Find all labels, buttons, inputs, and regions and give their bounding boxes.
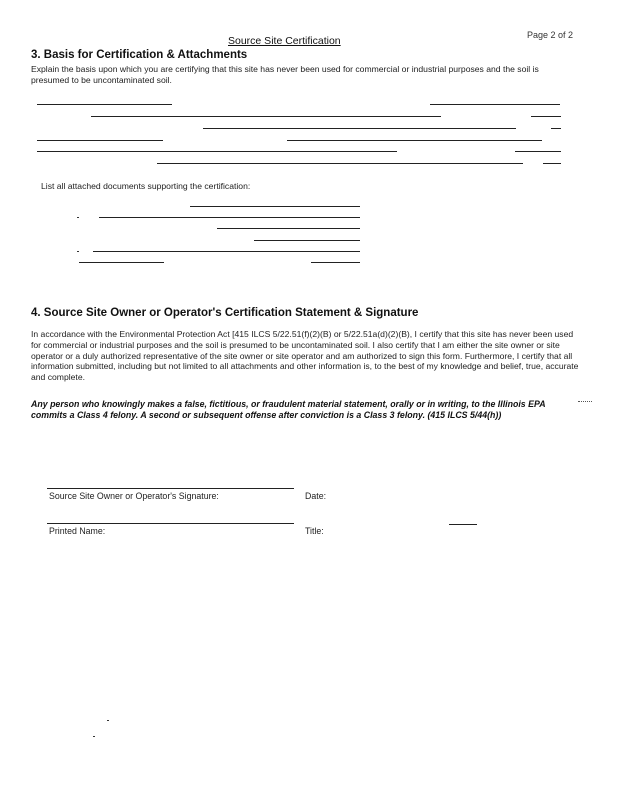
attachment-line — [311, 262, 360, 263]
title-label: Title: — [305, 526, 324, 536]
explanation-line — [287, 140, 542, 141]
section-4-heading: 4. Source Site Owner or Operator's Certification Statement & Signature — [31, 307, 419, 319]
attachment-line — [99, 217, 360, 218]
attachment-line — [190, 206, 360, 207]
document-title: Source Site Certification — [228, 35, 341, 47]
felony-warning: Any person who knowingly makes a false, fictitious, or fraudulent material statement, orally or in writing, to the Illinois EPA commits a Class 4 felony. A second or subsequent offense after conviction is a Class 3 felony. (415 ILCS 5/44(h)) — [31, 399, 546, 421]
section-3-heading: 3. Basis for Certification & Attachments — [31, 49, 248, 61]
section-3-instructions: Explain the basis upon which you are certifying that this site has never been used for commercial or industrial purposes and the soil is presumed to be uncontaminated soil. — [31, 64, 539, 85]
explanation-line — [157, 163, 523, 164]
page-number: Page 2 of 2 — [527, 30, 574, 40]
explanation-line — [430, 104, 560, 105]
explanation-line — [203, 128, 516, 129]
title-mark-line — [449, 524, 477, 525]
explanation-line — [543, 163, 561, 164]
scan-speck — [93, 736, 95, 737]
signature-label: Source Site Owner or Operator's Signature: — [49, 491, 219, 501]
explanation-line — [515, 151, 561, 152]
bullet-mark — [77, 217, 79, 218]
attachment-line — [79, 262, 164, 263]
stray-mark — [578, 401, 592, 402]
printed-name-line[interactable] — [47, 523, 294, 524]
explanation-line — [37, 104, 172, 105]
attachment-line — [217, 228, 360, 229]
attachment-line — [254, 240, 360, 241]
explanation-line — [37, 151, 397, 152]
explanation-line — [91, 116, 441, 117]
scan-speck — [107, 720, 109, 721]
attachment-line — [93, 251, 360, 252]
explanation-line — [37, 140, 163, 141]
explanation-line — [551, 128, 561, 129]
signature-line[interactable] — [47, 488, 294, 489]
bullet-mark — [77, 251, 79, 252]
date-label: Date: — [305, 491, 327, 501]
printed-name-label: Printed Name: — [49, 526, 106, 536]
explanation-line — [531, 116, 561, 117]
attachments-prompt: List all attached documents supporting the certification: — [41, 181, 251, 191]
certification-statement: In accordance with the Environmental Protection Act [415 ILCS 5/22.51(f)(2)(B) or 5/22.51a(d)(2)(B), I certify that this site has never been used for commercial or industrial purposes and the soil is presumed to be uncontaminated soil. I also certify that I am either the site owner or site operator or a duly authorized representative of the site owner or site operator and am authorized to sign this form. Furthermore, I certify that all information submitted, including but not limited to all attachments and other information is, to the best of my knowledge and belief, true, accurate and complete. — [31, 329, 579, 383]
